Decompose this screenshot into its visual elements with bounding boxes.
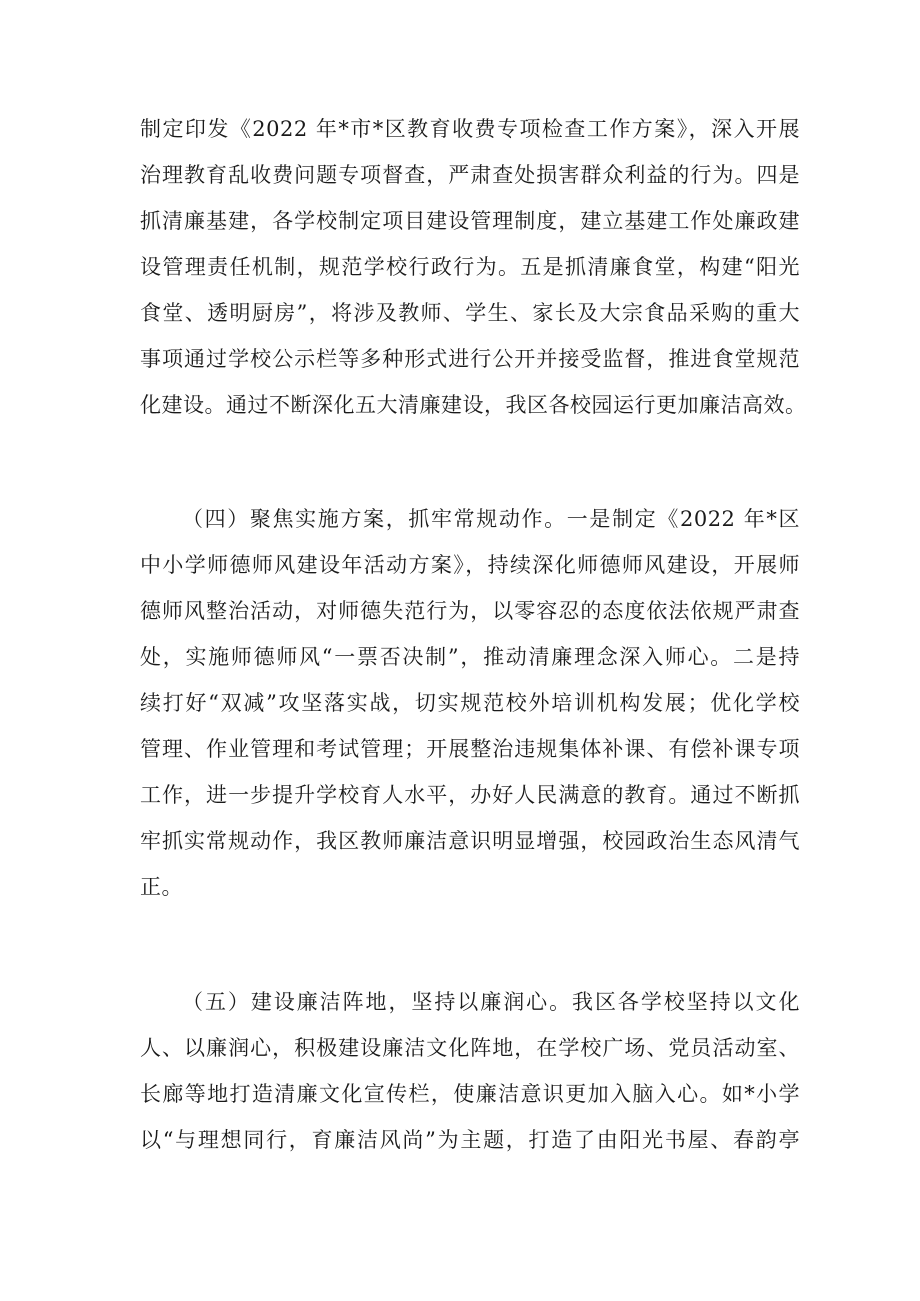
text-line: 德师风整治活动，对师德失范行为，以零容忍的态度依法依规严肃查 (140, 599, 800, 623)
text-line: 续打好“双减”攻坚落实战，切实规范校外培训机构发展；优化学校 (140, 691, 800, 715)
section-heading-line: （五）建设廉洁阵地，坚持以廉润心。我区各学校坚持以文化 (182, 990, 800, 1014)
section-heading-line: （四）聚焦实施方案，抓牢常规动作。一是制定《2022 年*区 (182, 507, 800, 531)
text-line: 处，实施师德师风“一票否决制”，推动清廉理念深入师心。二是持 (140, 645, 800, 669)
text-line: 事项通过学校公示栏等多种形式进行公开并接受监督，推进食堂规范 (140, 347, 800, 371)
text-line: 人、以廉润心，积极建设廉洁文化阵地，在学校广场、党员活动室、 (140, 1036, 800, 1060)
text-line: 工作，进一步提升学校育人水平，办好人民满意的教育。通过不断抓 (140, 783, 800, 807)
text-line: 以“与理想同行，育廉洁风尚”为主题，打造了由阳光书屋、春韵亭 (140, 1128, 800, 1152)
text-line: 长廊等地打造清廉文化宣传栏，使廉洁意识更加入脑入心。如*小学 (140, 1082, 800, 1106)
text-line: 治理教育乱收费问题专项督查，严肃查处损害群众利益的行为。四是 (140, 163, 800, 187)
text-line: 正。 (140, 875, 183, 899)
text-line: 管理、作业管理和考试管理；开展整治违规集体补课、有偿补课专项 (140, 737, 800, 761)
text-line: 牢抓实常规动作，我区教师廉洁意识明显增强，校园政治生态风清气 (140, 829, 800, 853)
paragraph-clean-construction (140, 106, 807, 428)
text-line: 设管理责任机制，规范学校行政行为。五是抓清廉食堂，构建“阳光 (140, 255, 800, 279)
paragraph-section-four (140, 496, 800, 910)
text-line: 化建设。通过不断深化五大清廉建设，我区各校园运行更加廉洁高效。 (140, 393, 807, 417)
text-line: 食堂、透明厨房”，将涉及教师、学生、家长及大宗食品采购的重大 (140, 301, 800, 325)
paragraph-section-five (140, 979, 800, 1163)
text-line: 抓清廉基建，各学校制定项目建设管理制度，建立基建工作处廉政建 (140, 209, 800, 233)
text-line: 中小学师德师风建设年活动方案》，持续深化师德师风建设，开展师 (140, 553, 800, 577)
text-line: 制定印发《2022 年*市*区教育收费专项检查工作方案》，深入开展 (140, 117, 800, 141)
